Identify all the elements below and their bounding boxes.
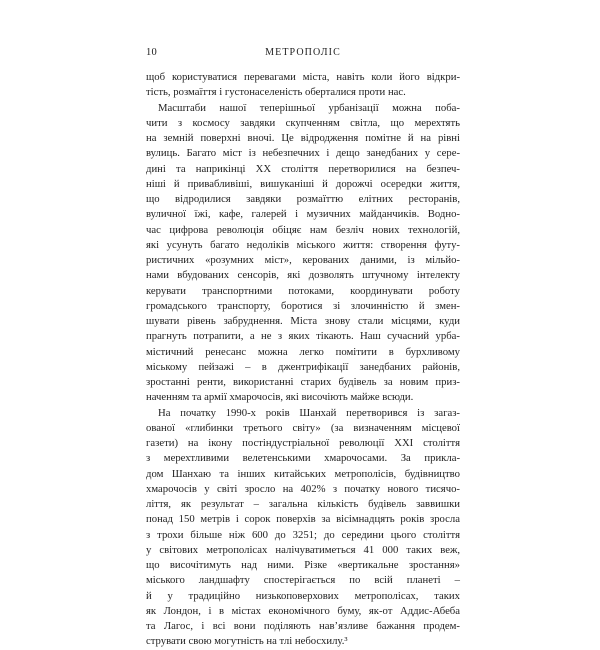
text-line: Масштаби нашої теперішньої урбанізації можна поба- (158, 101, 460, 114)
text-line: тість, розмаїття і густонаселеність оберталися проти нас. (146, 86, 406, 99)
page-number: 10 (146, 47, 158, 58)
text-line: вуличної їжі, кафе, галерей і музичних майданчиків. Водно- (146, 208, 460, 221)
text-line: що відродилися завдяки розмаїттю елітних ресторанів, (146, 193, 460, 205)
text-line: які усунуть багато недоліків міського життя: створення футу- (146, 238, 460, 251)
text-line: чити з космосу завдяки скупченням світла, що мерехтять (146, 116, 460, 129)
text-line: дом Шанхаю та інших китайських метрополісів, будівництво (146, 467, 460, 480)
text-line: міському пейзажі – в джентрифікації занедбаних районів, (146, 360, 460, 373)
text-line: та Лагос, і всі вони поділяють нав’язливе бажання продем- (146, 620, 460, 632)
text-line: містичний ренесанс можна легко помітити в бурхливому (146, 345, 460, 358)
text-line: з трохи більше ніж 600 до 3251; до середини цього століття (146, 528, 460, 541)
text-line: щоб користуватися перевагами міста, навіть коли його відкри- (146, 71, 460, 83)
text-line: у світових метрополісах налічуватиметься 41 000 таких веж, (146, 543, 460, 556)
text-line: На початку 1990-х років Шанхай перетворився із загаз- (158, 406, 460, 419)
text-line: ніші й привабливіші, вишуканіші й дорожчі осередки життя, (146, 177, 460, 190)
text-line: час цифрова революція обіцяє нам безліч нових технологій, (146, 223, 460, 236)
text-line: міського ландшафту спостерігається по всій планеті – (146, 574, 460, 587)
text-line: що височітимуть над ними. Різке «вертикальне зростання» (146, 559, 460, 571)
text-line: ліття, як результат – загальна кількість будівель заввишки (146, 498, 460, 510)
text-line: струвати свою могутність на тлі небосхилу.³ (146, 635, 348, 648)
text-line: керувати транспортними потоками, координувати роботу (146, 284, 460, 297)
text-line: ристичних «розумних міст», керованих даними, із мільйо- (146, 254, 460, 266)
text-line: вулиць. Багато міст із небезпечних і дещо занедбаних у сере- (146, 147, 460, 160)
text-line: шувати рівень забруднення. Міста знову стали місцями, куди (146, 315, 460, 327)
text-line: нами вбудованих сенсорів, які дозволять штучному інтелекту (146, 269, 460, 282)
text-line: з мерехтливими велетенськими хмарочосами. За прикла- (146, 452, 460, 465)
running-title: МЕТРОПОЛІС (265, 47, 341, 58)
text-line: газети) на ікону постіндустріальної революції XXI століття (146, 437, 460, 449)
text-line: понад 150 метрів і сорок поверхів за вісімнадцять років зросла (146, 513, 460, 526)
text-line: хмарочосів у світі зросло на 402% з початку нового тисячо- (146, 482, 460, 495)
text-line: на земній поверхні вночі. Це відродження помітне й на рівні (146, 132, 460, 144)
text-line: ованої «глибинки третього світу» (за визначенням місцевої (146, 421, 460, 434)
running-header (146, 47, 460, 61)
body-text (146, 70, 460, 650)
text-line: й у традиційно низькоповерхових метрополісах, таких (146, 589, 460, 602)
text-line: громадського транспорту, боротися зі злочинністю й змен- (146, 299, 460, 312)
text-line: зростанні ренти, використанні старих будівель за новим приз- (146, 376, 460, 388)
text-line: наченням та армії хмарочосів, які височіють майже всюди. (146, 391, 414, 404)
text-line: дині та наприкінці XX століття перетворилися на безпеч- (146, 162, 460, 175)
text-line: прагнуть потрапити, а не з яких тікають. Наш сучасний урба- (146, 330, 460, 343)
text-line: як Лондон, і в містах економічного буму, як-от Аддис-Абеба (146, 604, 460, 617)
